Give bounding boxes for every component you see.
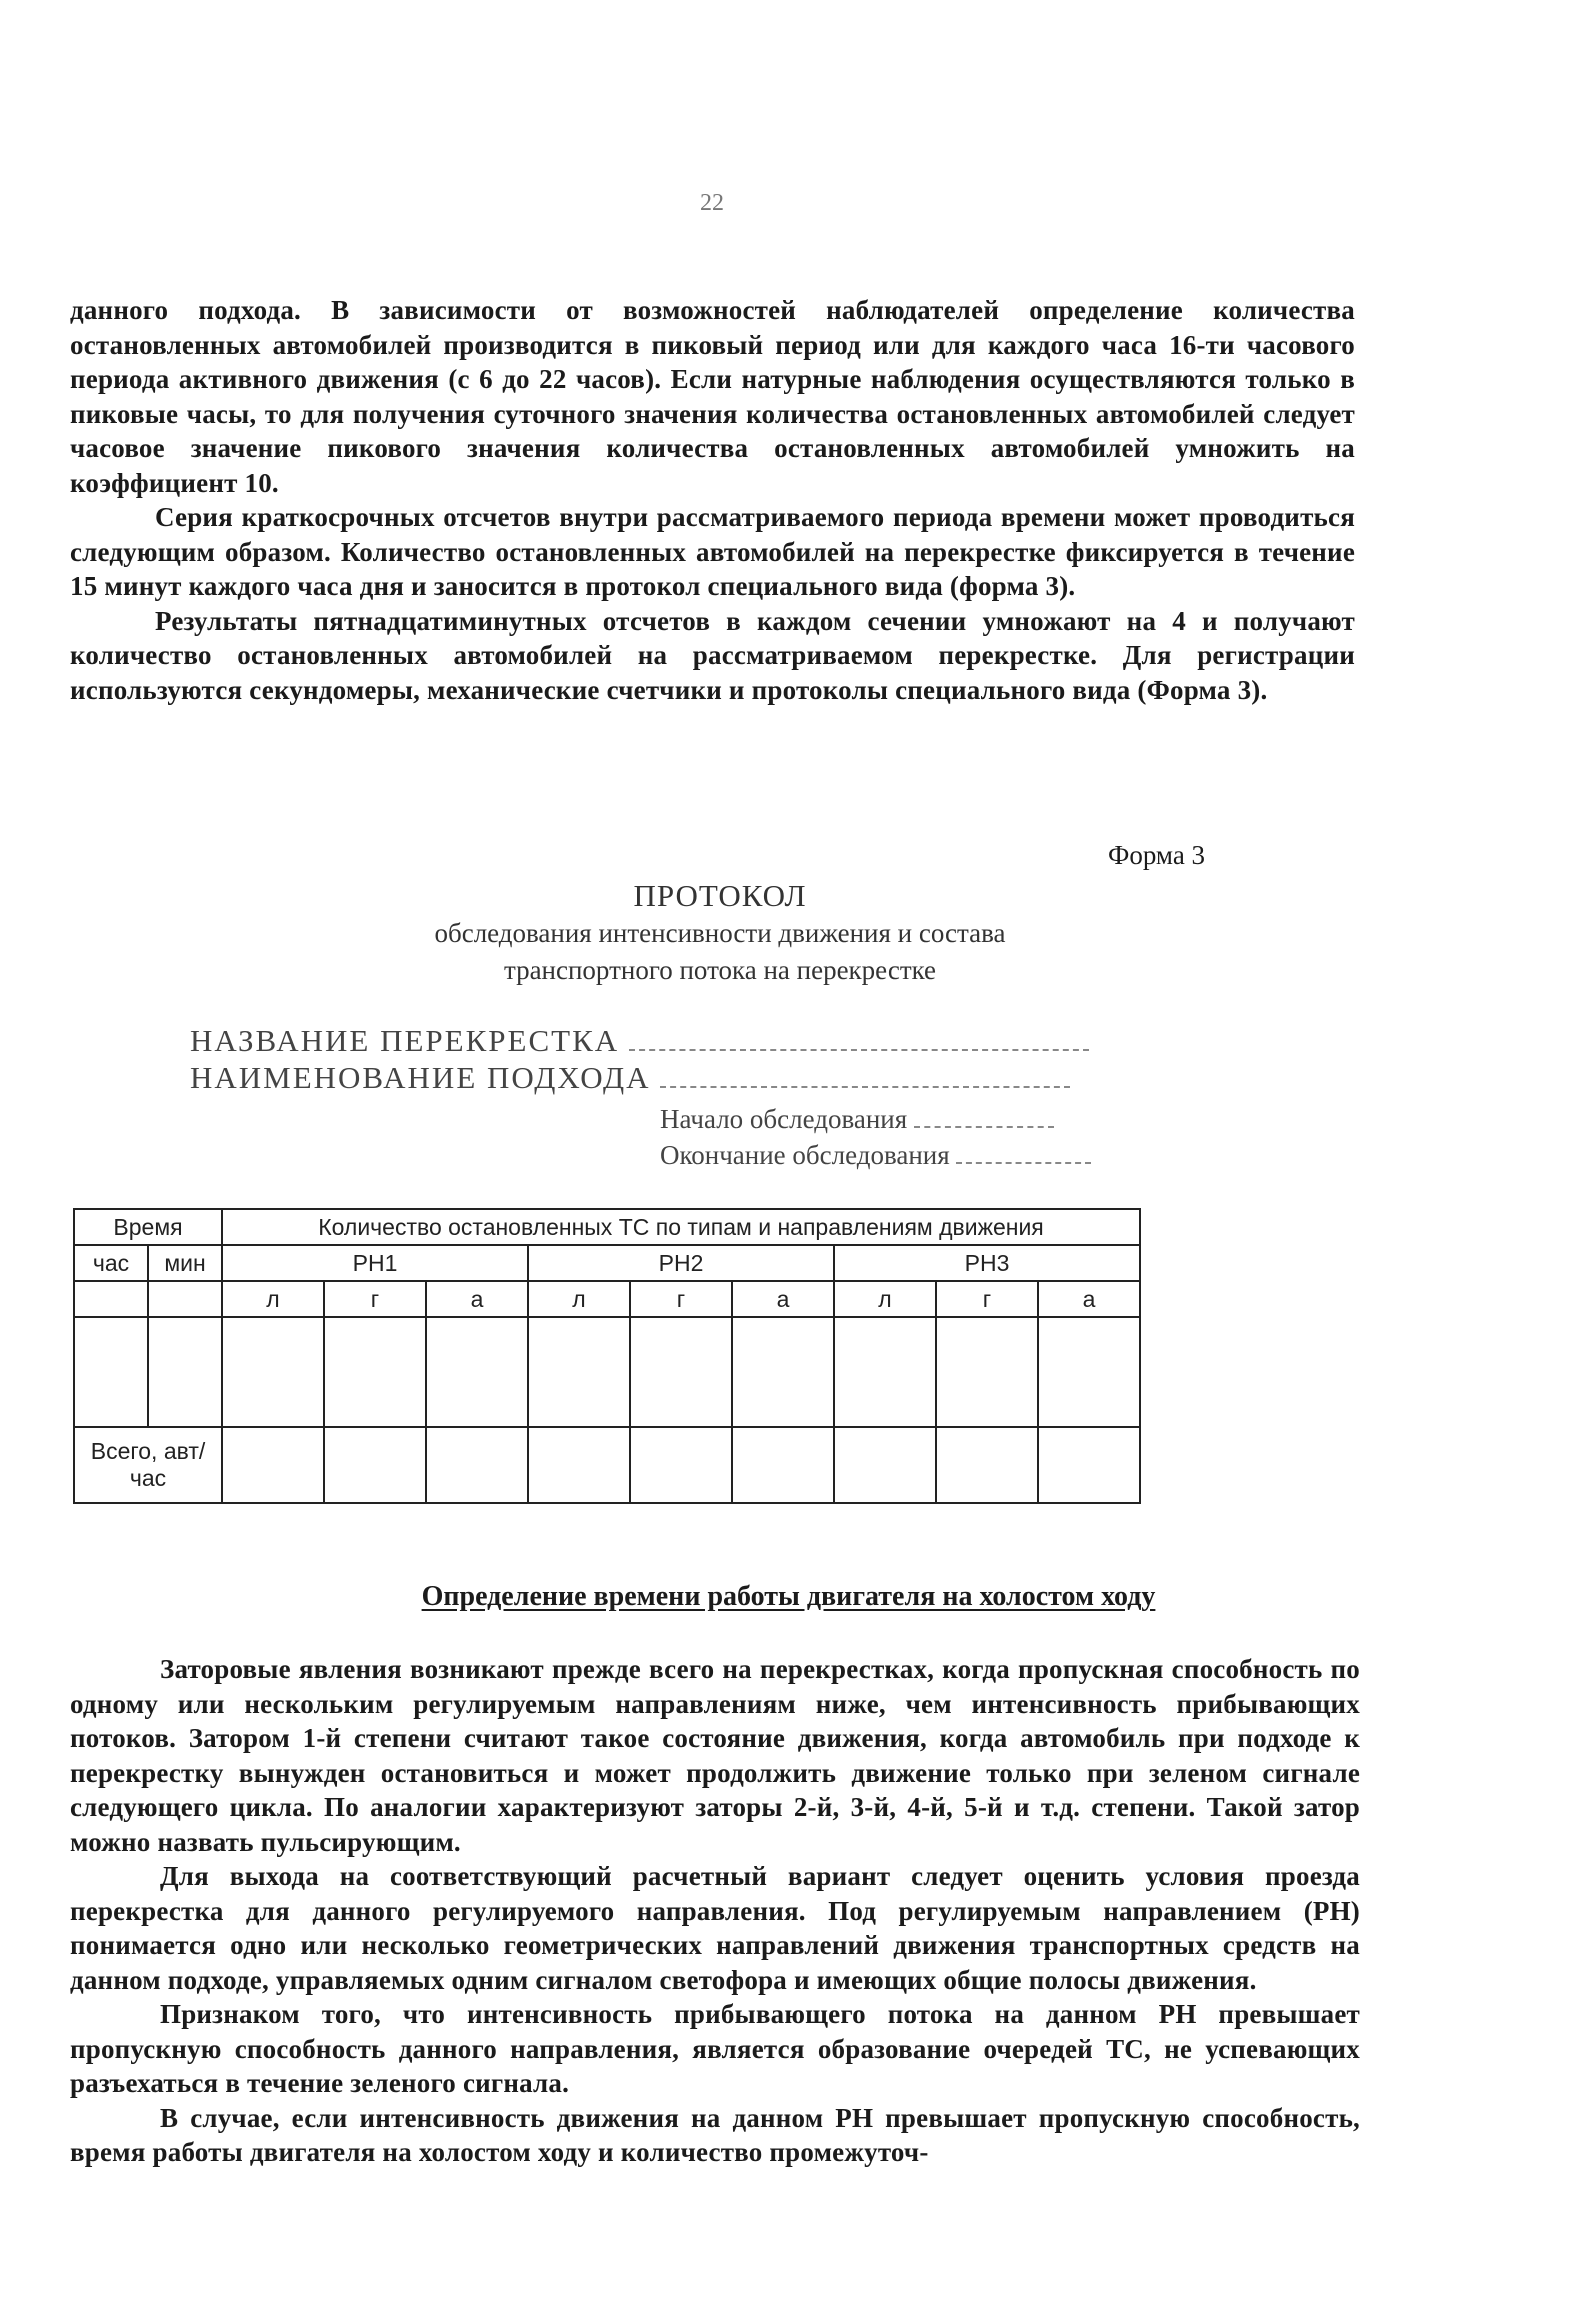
intersection-name-label: НАЗВАНИЕ ПЕРЕКРЕСТКА	[190, 1023, 620, 1058]
table-header-row	[74, 1209, 1140, 1245]
subcol-a: а	[426, 1281, 528, 1317]
form-label: Форма 3	[1108, 840, 1206, 870]
table-cell	[324, 1317, 426, 1427]
table-header-row	[74, 1245, 1140, 1281]
table-cell	[74, 1317, 148, 1427]
survey-start-label: Начало обследования	[660, 1104, 908, 1134]
section-heading-text: Определение времени работы двигателя на холостом ходу	[421, 1581, 1156, 1612]
direction-header-rn2: РН2	[528, 1245, 834, 1281]
text-block-bottom	[70, 1652, 1360, 2170]
subcol-g: г	[630, 1281, 732, 1317]
paragraph: Результаты пятнадцатиминутных отсчетов в каждом сечении умножают на 4 и получают количество остановленных автомобилей на рассматриваемом перекрестке. Для регистрации используются секундомеры, механические счетчики и протоколы специального вида (Форма 3).	[70, 605, 1355, 705]
table-cell	[74, 1281, 148, 1317]
table-cell	[528, 1427, 630, 1503]
count-header: Количество остановленных ТС по типам и направлениям движения	[222, 1209, 1140, 1245]
total-label: Всего, авт/час	[74, 1427, 222, 1503]
table-cell	[426, 1427, 528, 1503]
table-cell	[1038, 1317, 1140, 1427]
table-cell	[936, 1427, 1038, 1503]
table-cell	[324, 1427, 426, 1503]
paragraph: Заторовые явления возникают прежде всего на перекрестках, когда пропускная способность по одному или нескольким регулируемым направлениям ниже, чем интенсивность прибывающих потоков. Затором 1-й степени считают такое состояние движения, когда автомобиль при подходе к перекрестку вынужден остановиться и может продолжить движение только при зеленом сигнале следующего цикла. По аналогии характеризуют заторы 2-й, 3-й, 4-й, 5-й и т.д. степени. Такой затор можно назвать пульсирующим.	[70, 1654, 1360, 1857]
protocol-subtitle: транспортного потока на перекрестке	[503, 955, 937, 985]
table-cell	[834, 1317, 936, 1427]
survey-start-field	[660, 1104, 1054, 1135]
table-total-row	[74, 1427, 1140, 1503]
intersection-name-field	[190, 1023, 1089, 1059]
paragraph: Признаком того, что интенсивность прибывающего потока на данном РН превышает пропускную способность данного направления, является образование очередей ТС, не успевающих разъехаться в течение зеленого сигнала.	[70, 1999, 1360, 2098]
paragraph: Серия краткосрочных отсчетов внутри рассматриваемого периода времени может проводиться следующим образом. Количество остановленных автомобилей на перекрестке фиксируется в течение 15 минут каждого часа дня и заносится в протокол специального вида (форма 3).	[70, 502, 1355, 601]
table-cell	[630, 1427, 732, 1503]
table-subheader-row	[74, 1281, 1140, 1317]
table-row	[74, 1317, 1140, 1427]
table-cell	[1038, 1427, 1140, 1503]
direction-header-rn3: РН3	[834, 1245, 1140, 1281]
approach-name-label: НАИМЕНОВАНИЕ ПОДХОДА	[190, 1060, 651, 1095]
page-number: 22	[700, 190, 724, 216]
table-cell	[732, 1317, 834, 1427]
table-cell	[148, 1317, 222, 1427]
survey-start-blank	[914, 1106, 1054, 1128]
survey-end-blank	[956, 1142, 1091, 1164]
table-cell	[834, 1427, 936, 1503]
subcol-g: г	[324, 1281, 426, 1317]
approach-name-blank	[660, 1062, 1070, 1088]
subcol-l: л	[834, 1281, 936, 1317]
time-header: Время	[74, 1209, 222, 1245]
minute-header: мин	[148, 1245, 222, 1281]
hour-header: час	[74, 1245, 148, 1281]
subcol-g: г	[936, 1281, 1038, 1317]
table-cell	[426, 1317, 528, 1427]
survey-end-label: Окончание обследования	[660, 1140, 950, 1170]
intersection-name-blank	[629, 1025, 1089, 1051]
protocol-subtitle: обследования интенсивности движения и состава	[434, 918, 1006, 948]
table-cell	[630, 1317, 732, 1427]
text-block-top	[70, 293, 1355, 707]
table-cell	[148, 1281, 222, 1317]
table-cell	[936, 1317, 1038, 1427]
table-cell	[528, 1317, 630, 1427]
protocol-table	[73, 1208, 1141, 1504]
table-cell	[222, 1317, 324, 1427]
subcol-a: а	[1038, 1281, 1140, 1317]
subcol-l: л	[222, 1281, 324, 1317]
paragraph: Для выхода на соответствующий расчетный вариант следует оценить условия проезда перекрестка для данного регулируемого направления. Под регулируемым направлением (РН) понимается одно или несколько геометрических направлений движения транспортных средств на данном подходе, управляемых одним сигналом светофора и имеющих общие полосы движения.	[70, 1861, 1360, 1995]
protocol-title: ПРОТОКОЛ	[633, 878, 807, 913]
paragraph: В случае, если интенсивность движения на данном РН превышает пропускную способность, время работы двигателя на холостом ходу и количество промежуточ-	[70, 2102, 1360, 2167]
approach-name-field	[190, 1060, 1070, 1096]
survey-end-field	[660, 1140, 1091, 1171]
table-cell	[222, 1427, 324, 1503]
subcol-a: а	[732, 1281, 834, 1317]
direction-header-rn1: РН1	[222, 1245, 528, 1281]
paragraph: данного подхода. В зависимости от возможностей наблюдателей определение количества остановленных автомобилей производится в пиковый период или для каждого часа 16-ти часового периода активного движения (с 6 до 22 часов). Если натурные наблюдения осуществляются только в пиковые часы, то для получения суточного значения количества остановленных автомобилей следует часовое значение пикового значения количества остановленных автомобилей умножить на коэффициент 10.	[70, 295, 1355, 498]
section-heading	[0, 1581, 1577, 1613]
table-cell	[732, 1427, 834, 1503]
subcol-l: л	[528, 1281, 630, 1317]
